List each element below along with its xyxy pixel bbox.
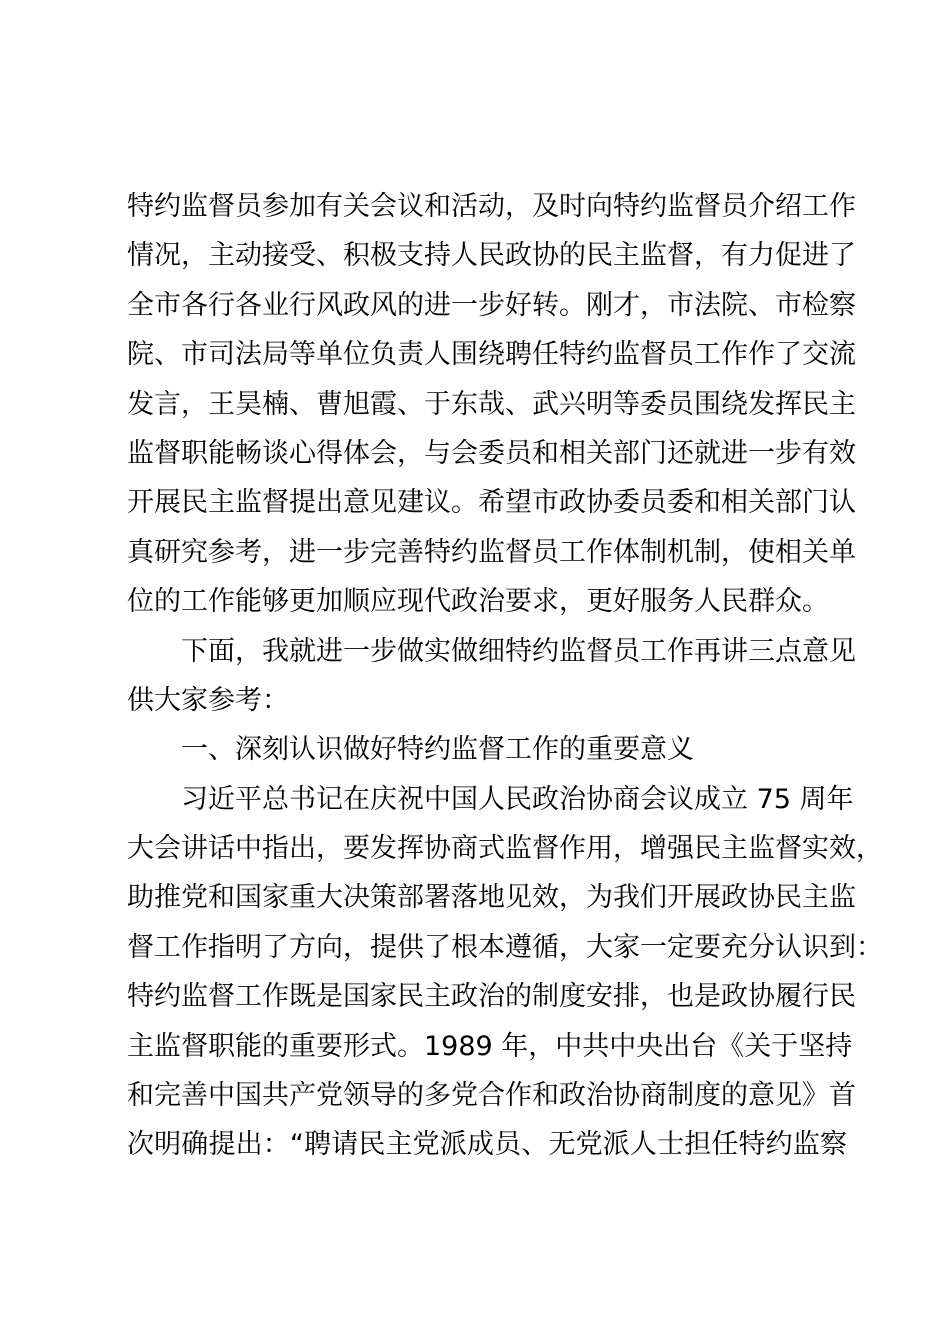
paragraph-line: 下面，我就进一步做实做细特约监督员工作再讲三点意见 <box>181 635 856 667</box>
paragraph-line: 开展民主监督提出意见建议。希望市政协委员委和相关部门认 <box>127 487 856 519</box>
paragraph-line: 助推党和国家重大决策部署落地见效，为我们开展政协民主监 <box>127 882 856 914</box>
paragraph-line: 院、市司法局等单位负责人围绕聘任特约监督员工作作了交流 <box>127 339 856 371</box>
paragraph-line: 情况，主动接受、积极支持人民政协的民主监督，有力促进了 <box>127 240 856 272</box>
paragraph-line: 和完善中国共产党领导的多党合作和政治协商制度的意见》首 <box>127 1080 856 1112</box>
paragraph-line: 真研究参考，进一步完善特约监督员工作体制机制，使相关单 <box>127 536 856 568</box>
paragraph-line: 习近平总书记在庆祝中国人民政治协商会议成立 75 周年 <box>181 783 854 815</box>
paragraph-line: 特约监督员参加有关会议和活动，及时向特约监督员介绍工作 <box>127 191 856 222</box>
paragraph-line: 主监督职能的重要形式。1989 年，中共中央出台《关于坚持 <box>127 1030 853 1062</box>
paragraph-line: 监督职能畅谈心得体会，与会委员和相关部门还就进一步有效 <box>127 437 856 469</box>
paragraph-line: 督工作指明了方向，提供了根本遵循，大家一定要充分认识到： <box>127 931 883 963</box>
paragraph-line: 特约监督工作既是国家民主政治的制度安排，也是政协履行民 <box>127 981 856 1013</box>
document-body <box>127 182 883 1170</box>
paragraph-line: 发言，王昊楠、曹旭霞、于东哉、武兴明等委员围绕发挥民主 <box>127 388 856 420</box>
paragraph-line: 位的工作能够更加顺应现代政治要求，更好服务人民群众。 <box>127 586 829 618</box>
paragraph-line: 供大家参考： <box>127 684 289 716</box>
section-heading: 一、深刻认识做好特约监督工作的重要意义 <box>181 734 694 766</box>
paragraph-line: 大会讲话中指出，要发挥协商式监督作用，增强民主监督实效， <box>127 833 883 865</box>
paragraph-line: 次明确提出：“聘请民主党派成员、无党派人士担任特约监察 <box>127 1129 847 1161</box>
paragraph-line: 全市各行各业行风政风的进一步好转。刚才，市法院、市检察 <box>127 289 856 321</box>
